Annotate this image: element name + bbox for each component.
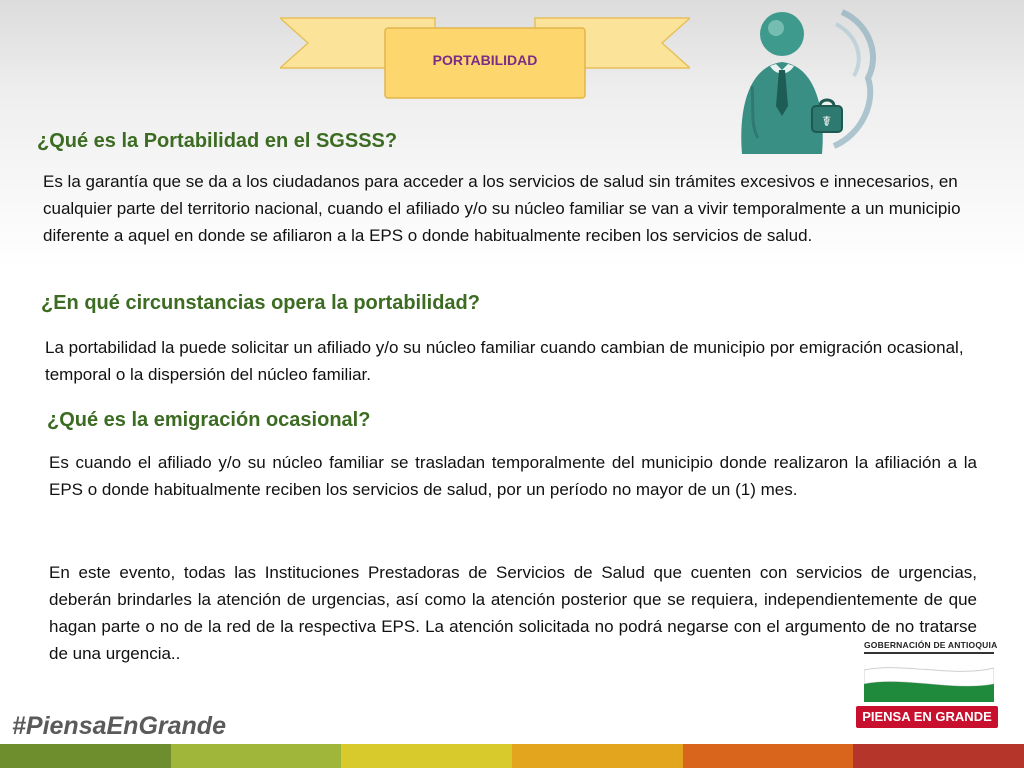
- svg-text:☤: ☤: [822, 114, 832, 130]
- section-body-urgent-care: En este evento, todas las Instituciones Prestadoras de Servicios de Salud que cuenten con servicios de urgencias, deberán brindarles la atención de urgencias, así como la atención posterior que se requiera, independientemente de que hagan parte o no de la red de la respectiva EPS. La atención solicitada no podrá negarse con el argumento de no tratarse de una urgencia..: [49, 563, 977, 663]
- logo-org-name: GOBERNACIÓN DE ANTIOQUIA: [864, 640, 998, 650]
- section-heading-circumstances: ¿En qué circunstancias opera la portabilidad?: [41, 292, 480, 314]
- footer-color-strip: [0, 744, 1024, 768]
- footer-hashtag: #PiensaEnGrande: [12, 712, 226, 740]
- section-body-circumstances: La portabilidad la puede solicitar un afiliado y/o su núcleo familiar cuando cambian de municipio por emigración ocasional, temporal o la dispersión del núcleo familiar.: [45, 338, 964, 384]
- footer-strip-segment: [0, 744, 172, 768]
- section-body-portability: Es la garantía que se da a los ciudadanos para acceder a los servicios de salud sin trámites excesivos e innecesarios, en cualquier parte del territorio nacional, cuando el afiliado y/o su núcleo familiar se van a vivir temporalmente a un municipio diferente a aquel en donde se afiliaron a la EPS o donde habitualmente reciben los servicios de salud.: [43, 172, 961, 245]
- antioquia-flag-icon: [864, 662, 994, 702]
- logo-divider: [864, 652, 994, 654]
- banner-label: PORTABILIDAD: [432, 52, 538, 68]
- logo-slogan-badge: PIENSA EN GRANDE: [856, 706, 998, 728]
- footer-strip-segment: [683, 744, 855, 768]
- businessman-with-briefcase-icon: [730, 6, 890, 154]
- section-body-occasional-emigration: Es cuando el afiliado y/o su núcleo familiar se trasladan temporalmente del municipio donde realizaron la afiliación a la EPS o donde habitualmente reciben los servicios de salud, por un período no mayor de un (1) mes.: [49, 453, 977, 499]
- footer-strip-segment: [341, 744, 513, 768]
- footer-strip-segment: [853, 744, 1024, 768]
- footer-strip-segment: [512, 744, 684, 768]
- section-heading-portability: ¿Qué es la Portabilidad en el SGSSS?: [37, 130, 398, 152]
- footer-strip-segment: [171, 744, 343, 768]
- gobernacion-antioquia-logo: [856, 638, 1000, 730]
- section-heading-occasional-emigration: ¿Qué es la emigración ocasional?: [47, 409, 371, 431]
